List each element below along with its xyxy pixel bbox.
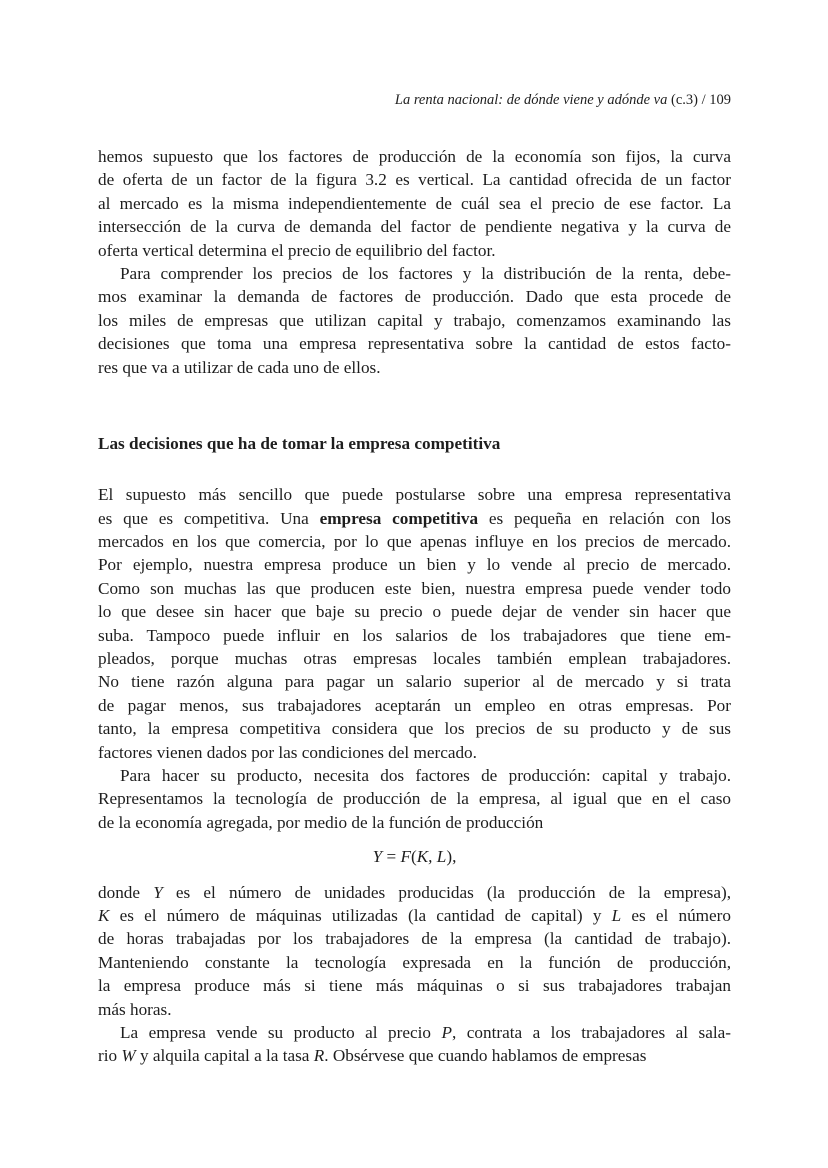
italic-variable: Y <box>153 882 163 902</box>
text-segment: es pequeña en relación con los <box>478 508 731 528</box>
text-segment: más horas. <box>98 999 172 1019</box>
text-segment: de oferta de un factor de la figura 3.2 es vertical. La cantidad ofrecida de un factor <box>98 170 731 190</box>
text-segment: de pagar menos, sus trabajadores aceptarán un empleo en otras empresas. Por <box>98 695 731 715</box>
paragraph <box>98 764 731 834</box>
italic-variable: K <box>98 905 110 925</box>
text-line <box>98 145 731 168</box>
running-header <box>395 92 731 109</box>
text-segment: oferta vertical determina el precio de equilibrio del factor. <box>98 240 496 260</box>
text-line <box>98 845 731 868</box>
paragraph <box>98 881 731 1021</box>
text-line <box>98 951 731 974</box>
text-segment: de la economía agregada, por medio de la función de producción <box>98 812 544 832</box>
text-segment: ), <box>446 847 457 867</box>
text-line <box>98 285 731 308</box>
text-line <box>98 332 731 355</box>
text-segment: Las decisiones que ha de tomar la empresa competitiva <box>98 433 501 453</box>
text-line <box>98 881 731 904</box>
text-segment: No tiene razón alguna para pagar un salario superior al de mercado y si trata <box>98 672 731 692</box>
text-line <box>98 215 731 238</box>
text-segment: res que va a utilizar de cada uno de ellos. <box>98 357 381 377</box>
text-segment: lo que desee sin hacer que baje su precio o puede dejar de vender sin hacer que <box>98 602 731 622</box>
text-segment: de horas trabajadas por los trabajadores de la empresa (la cantidad de trabajo). <box>98 929 731 949</box>
text-line <box>98 356 731 379</box>
italic-variable: Y <box>372 847 383 867</box>
text-segment: mos examinar la demanda de factores de producción. Dado que esta procede de <box>98 287 731 307</box>
text-line <box>98 647 731 670</box>
text-segment: mercados en los que comercia, por lo que apenas influye en los precios de mercado. <box>98 532 731 552</box>
text-segment: intersección de la curva de demanda del factor de pendiente negativa y la curva de <box>98 217 731 237</box>
text-line <box>98 262 731 285</box>
text-line <box>98 811 731 834</box>
text-segment: Manteniendo constante la tecnología expresada en la función de producción, <box>98 952 731 972</box>
italic-variable: L <box>611 905 622 925</box>
text-segment: . Obsérvese que cuando hablamos de empresas <box>324 1046 647 1066</box>
paragraph <box>98 262 731 379</box>
text-line <box>98 764 731 787</box>
text-segment: rio <box>98 1046 122 1066</box>
text-line <box>98 904 731 927</box>
text-segment: Representamos la tecnología de producción de la empresa, al igual que en el caso <box>98 789 731 809</box>
text-line <box>98 530 731 553</box>
italic-variable: P <box>441 1022 452 1042</box>
text-segment: pleados, porque muchas otras empresas locales también emplean trabajadores. <box>98 649 731 669</box>
equation <box>98 845 731 868</box>
section-heading <box>98 432 731 455</box>
text-line <box>98 577 731 600</box>
text-segment: es el número <box>621 905 731 925</box>
body-text <box>98 145 731 1068</box>
text-segment: Por ejemplo, nuestra empresa produce un bien y lo vende al precio de mercado. <box>98 555 731 575</box>
text-segment: Como son muchas las que producen este bien, nuestra empresa puede vender todo <box>98 578 731 598</box>
text-segment: tanto, la empresa competitiva considera que los precios de su producto y de sus <box>98 719 731 739</box>
text-line <box>98 168 731 191</box>
text-segment: los miles de empresas que utilizan capital y trabajo, comenzamos examinando las <box>98 310 731 330</box>
italic-variable: F <box>400 847 411 867</box>
text-line <box>98 974 731 997</box>
text-segment: ( <box>410 847 417 867</box>
text-line <box>98 600 731 623</box>
text-segment: y alquila capital a la tasa <box>135 1046 314 1066</box>
italic-variable: R <box>313 1046 325 1066</box>
italic-variable: W <box>121 1046 136 1066</box>
paragraph <box>98 145 731 262</box>
text-line <box>98 927 731 950</box>
italic-variable: K, L <box>416 847 447 867</box>
text-line <box>98 553 731 576</box>
text-segment: decisiones que toma una empresa representativa sobre la cantidad de estos facto- <box>98 334 731 354</box>
text-line <box>98 192 731 215</box>
text-line <box>98 309 731 332</box>
text-segment: es el número de unidades producidas (la producción de la empresa), <box>162 882 731 902</box>
text-segment: es que es competitiva. Una <box>98 508 320 528</box>
text-segment: La empresa vende su producto al precio <box>120 1022 442 1042</box>
text-segment: suba. Tampoco puede influir en los salarios de los trabajadores que tiene em- <box>98 625 731 645</box>
text-line <box>98 507 731 530</box>
text-segment: Para hacer su producto, necesita dos factores de producción: capital y trabajo. <box>120 765 731 785</box>
running-header-page: (c.3) / 109 <box>667 92 731 108</box>
bold-term: empresa competitiva <box>319 508 479 528</box>
running-header-title: La renta nacional: de dónde viene y adónde va <box>394 92 668 108</box>
text-line <box>98 483 731 506</box>
text-line <box>98 432 731 455</box>
paragraph <box>98 1021 731 1068</box>
text-line <box>98 998 731 1021</box>
text-segment: hemos supuesto que los factores de producción de la economía son fijos, la curva <box>98 147 731 166</box>
text-segment: factores vienen dados por las condiciones del mercado. <box>98 742 477 762</box>
text-segment: es el número de máquinas utilizadas (la cantidad de capital) y <box>109 905 612 925</box>
text-line <box>98 694 731 717</box>
text-line <box>98 670 731 693</box>
text-segment: la empresa produce más si tiene más máquinas o si sus trabajadores trabajan <box>98 976 731 996</box>
text-line <box>98 239 731 262</box>
text-line <box>98 1021 731 1044</box>
text-line <box>98 1044 731 1067</box>
text-line <box>98 787 731 810</box>
text-segment: , contrata a los trabajadores al sala- <box>451 1022 731 1042</box>
text-line <box>98 717 731 740</box>
paragraph <box>98 483 731 764</box>
text-segment: donde <box>98 882 154 902</box>
text-segment: = <box>382 847 401 867</box>
text-segment: El supuesto más sencillo que puede postularse sobre una empresa representativa <box>98 485 731 505</box>
text-line <box>98 741 731 764</box>
text-line <box>98 624 731 647</box>
text-segment: al mercado es la misma independientemente de cuál sea el precio de ese factor. La <box>98 193 731 213</box>
text-segment: Para comprender los precios de los factores y la distribución de la renta, debe- <box>120 263 731 283</box>
